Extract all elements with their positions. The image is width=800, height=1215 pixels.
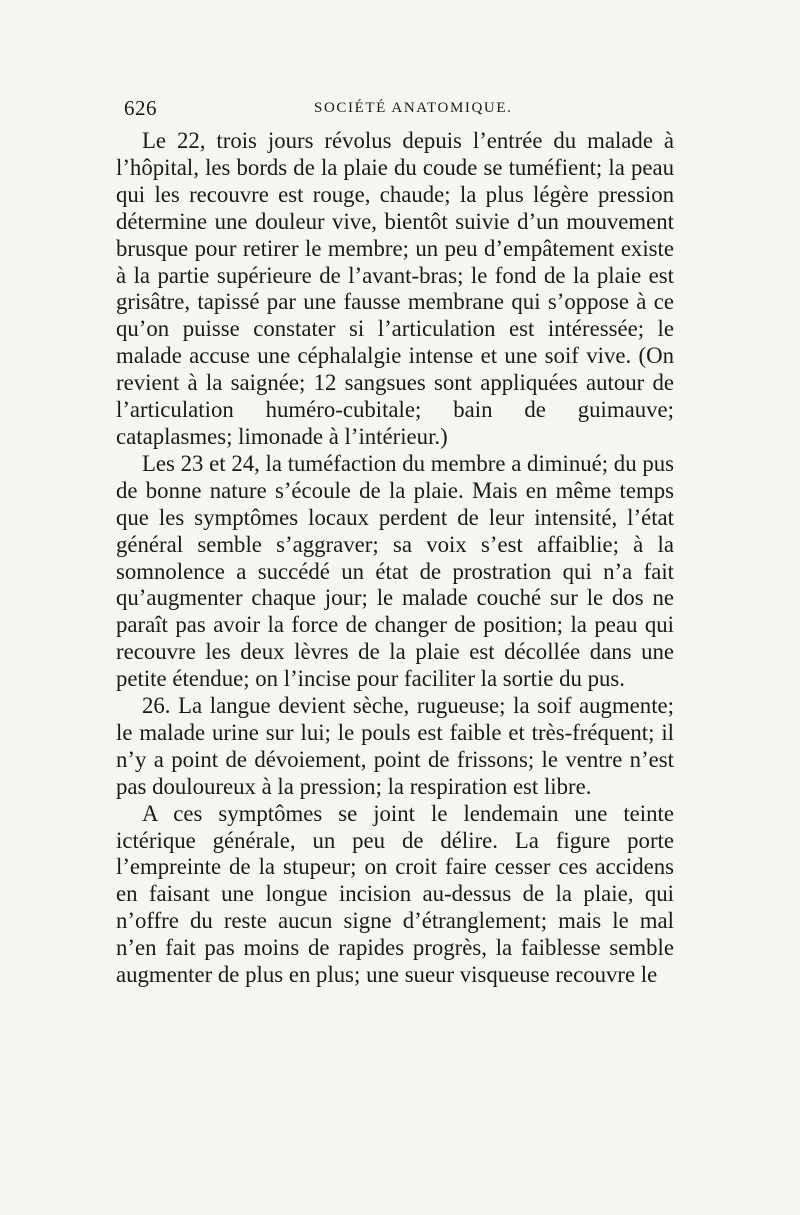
running-head: SOCIÉTÉ ANATOMIQUE. (314, 100, 513, 116)
paragraph-day-26: 26. La langue devient sèche, rugueuse; la soif augmente; le malade urine sur lui; le pouls est faible et très-fréquent; il n’y a point de dévoiement, point de frissons; le ventre n’est pas douloureux à la pression; la respiration est libre. (116, 693, 674, 799)
page-header (124, 96, 672, 122)
page-number: 626 (124, 96, 157, 120)
paragraph-following-day: A ces symptômes se joint le lendemain une teinte ictérique générale, un peu de délire. La figure porte l’empreinte de la stupeur; on croit faire cesser ces accidens en faisant une longue incision au-dessus de la plaie, qui n’offre du reste aucun signe d’étranglement; mais le mal n’en fait pas moins de rapides progrès, la faiblesse semble augmenter de plus en plus; une sueur visqueuse recouvre le (116, 800, 674, 988)
body-text (116, 128, 674, 989)
paragraph-day-22: Le 22, trois jours révolus depuis l’entrée du malade à l’hôpital, les bords de la plaie du coude se tuméfient; la peau qui les recouvre est rouge, chaude; la plus légère pression détermine une douleur vive, bientôt suivie d’un mouvement brusque pour retirer le membre; un peu d’empâtement existe à la partie supérieure de l’avant-bras; le fond de la plaie est grisâtre, tapissé par une fausse membrane qui s’oppose à ce qu’on puisse constater si l’articulation est intéressée; le malade accuse une céphalalgie intense et une soif vive. (On revient à la saignée; 12 sangsues sont appliquées autour de l’articulation huméro-cubitale; bain de guimauve; cataplasmes; limonade à l’intérieur.) (116, 128, 674, 449)
paragraph-days-23-24: Les 23 et 24, la tuméfaction du membre a diminué; du pus de bonne nature s’écoule de la plaie. Mais en même temps que les symptômes locaux perdent de leur intensité, l’état général semble s’aggraver; sa voix s’est affaiblie; à la somnolence a succédé un état de prostration qui n’a fait qu’augmenter chaque jour; le malade couché sur le dos ne paraît pas avoir la force de changer de position; la peau qui recouvre les deux lèvres de la plaie est décollée dans une petite étendue; on l’incise pour faciliter la sortie du pus. (116, 450, 674, 692)
